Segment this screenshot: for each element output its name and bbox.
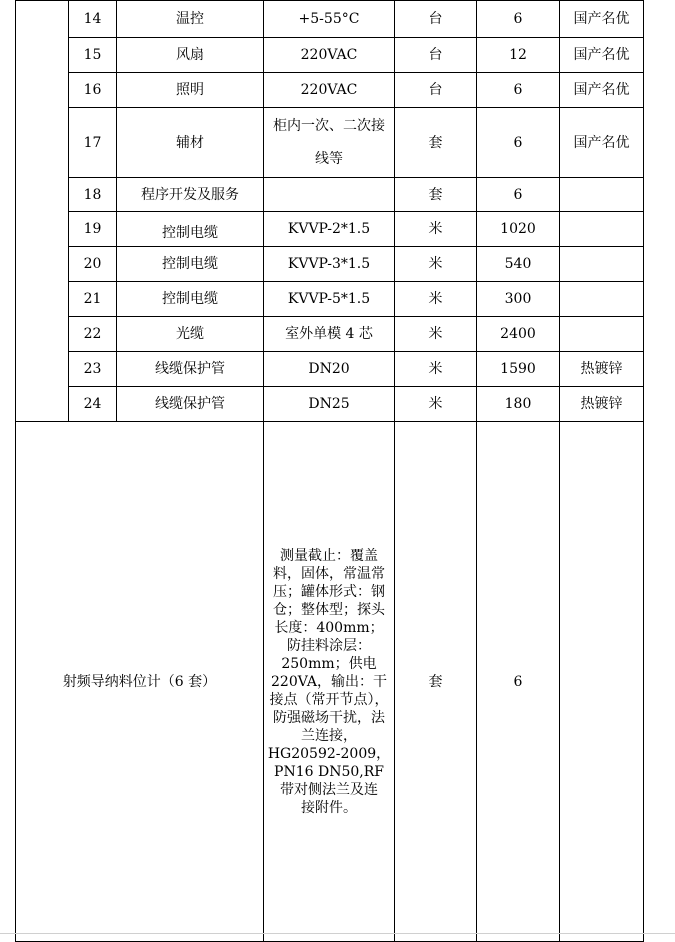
spec-line: 线等 <box>315 150 343 167</box>
item-spec: 室外单模 4 芯 <box>264 317 395 352</box>
table-row <box>16 1 644 38</box>
item-unit: 米 <box>395 247 477 282</box>
spec-line: HG20592-2009， <box>267 745 391 762</box>
spec-line: 防挂料涂层： <box>287 637 371 654</box>
spec-line: 250mm；供电 <box>281 655 377 672</box>
item-spec: KVVP-5*1.5 <box>264 282 395 317</box>
row-number: 22 <box>69 317 117 352</box>
item-qty: 2400 <box>477 317 560 352</box>
item-name: 辅材 <box>117 108 264 178</box>
row-number: 15 <box>69 38 117 73</box>
spec-line: 带对侧法兰及连 <box>280 781 378 798</box>
item-qty: 6 <box>477 108 560 178</box>
item-unit: 米 <box>395 282 477 317</box>
item-spec: 220VAC <box>264 73 395 108</box>
item-spec: KVVP-3*1.5 <box>264 247 395 282</box>
row-number: 21 <box>69 282 117 317</box>
item-note <box>560 178 644 212</box>
spec-line: 长度：400mm； <box>274 619 384 636</box>
item-unit: 台 <box>395 38 477 73</box>
item-unit: 套 <box>395 422 477 942</box>
item-note <box>560 317 644 352</box>
item-note: 国产名优 <box>560 38 644 73</box>
item-note: 国产名优 <box>560 1 644 38</box>
spec-line: 接附件。 <box>301 799 357 816</box>
item-unit: 套 <box>395 108 477 178</box>
item-qty: 6 <box>477 178 560 212</box>
item-qty: 540 <box>477 247 560 282</box>
row-number: 17 <box>69 108 117 178</box>
item-unit: 米 <box>395 352 477 387</box>
item-note: 国产名优 <box>560 73 644 108</box>
item-unit: 米 <box>395 317 477 352</box>
item-qty: 6 <box>477 422 560 942</box>
row-number: 23 <box>69 352 117 387</box>
table-row <box>16 282 644 317</box>
table-row <box>16 387 644 422</box>
spec-line: 压；罐体形式：钢 <box>273 583 385 600</box>
item-name: 照明 <box>117 73 264 108</box>
row-number: 18 <box>69 178 117 212</box>
table-row <box>16 38 644 73</box>
table-row <box>16 212 644 247</box>
item-note <box>560 212 644 247</box>
item-qty: 1020 <box>477 212 560 247</box>
item-qty: 6 <box>477 1 560 38</box>
row-number: 24 <box>69 387 117 422</box>
item-unit: 台 <box>395 73 477 108</box>
row-number: 16 <box>69 73 117 108</box>
item-qty: 300 <box>477 282 560 317</box>
item-name: 控制电缆 <box>117 212 264 247</box>
item-unit: 套 <box>395 178 477 212</box>
spec-line: 接点（常开节点）， <box>269 691 389 708</box>
item-name: 控制电缆 <box>117 247 264 282</box>
item-note <box>560 422 644 942</box>
spec-line: 柜内一次、二次接 <box>273 117 385 134</box>
item-name: 控制电缆 <box>117 282 264 317</box>
item-name: 温控 <box>117 1 264 38</box>
table-row <box>16 178 644 212</box>
spec-line: 220VA，输出：干 <box>271 673 387 690</box>
spec-line: PN16 DN50,RF <box>274 763 384 780</box>
item-spec: 220VAC <box>264 38 395 73</box>
item-spec: KVVP-2*1.5 <box>264 212 395 247</box>
group-cell <box>16 1 69 422</box>
row-number: 19 <box>69 212 117 247</box>
item-spec: DN25 <box>264 387 395 422</box>
item-spec <box>264 178 395 212</box>
table-row <box>16 352 644 387</box>
item-name: 线缆保护管 <box>117 387 264 422</box>
spec-line: 仓；整体型；探头 <box>273 601 385 618</box>
item-name: 线缆保护管 <box>117 352 264 387</box>
item-spec: +5-55°C <box>264 1 395 38</box>
item-name: 程序开发及服务 <box>117 178 264 212</box>
table-row <box>16 108 644 178</box>
item-unit: 米 <box>395 212 477 247</box>
item-name: 光缆 <box>117 317 264 352</box>
item-note: 热镀锌 <box>560 352 644 387</box>
item-qty: 6 <box>477 73 560 108</box>
spec-line: 料，固体，常温常 <box>273 565 385 582</box>
item-spec <box>264 422 395 942</box>
item-note: 热镀锌 <box>560 387 644 422</box>
page-edge-divider <box>0 933 675 934</box>
table-row <box>16 422 644 942</box>
item-qty: 1590 <box>477 352 560 387</box>
spec-line: 测量截止：覆盖 <box>280 547 378 564</box>
item-name: 风扇 <box>117 38 264 73</box>
item-unit: 台 <box>395 1 477 38</box>
item-spec <box>264 108 395 178</box>
table-row <box>16 73 644 108</box>
spec-line: 兰连接， <box>301 727 357 744</box>
row-number: 20 <box>69 247 117 282</box>
table-row <box>16 317 644 352</box>
item-qty: 12 <box>477 38 560 73</box>
row-number: 14 <box>69 1 117 38</box>
item-name: 射频导纳料位计（6 套） <box>16 422 264 942</box>
item-qty: 180 <box>477 387 560 422</box>
spec-line: 防强磁场干扰，法 <box>273 709 385 726</box>
item-unit: 米 <box>395 387 477 422</box>
item-spec: DN20 <box>264 352 395 387</box>
item-note <box>560 247 644 282</box>
table-row <box>16 247 644 282</box>
item-note: 国产名优 <box>560 108 644 178</box>
item-note <box>560 282 644 317</box>
equipment-table <box>15 0 644 942</box>
